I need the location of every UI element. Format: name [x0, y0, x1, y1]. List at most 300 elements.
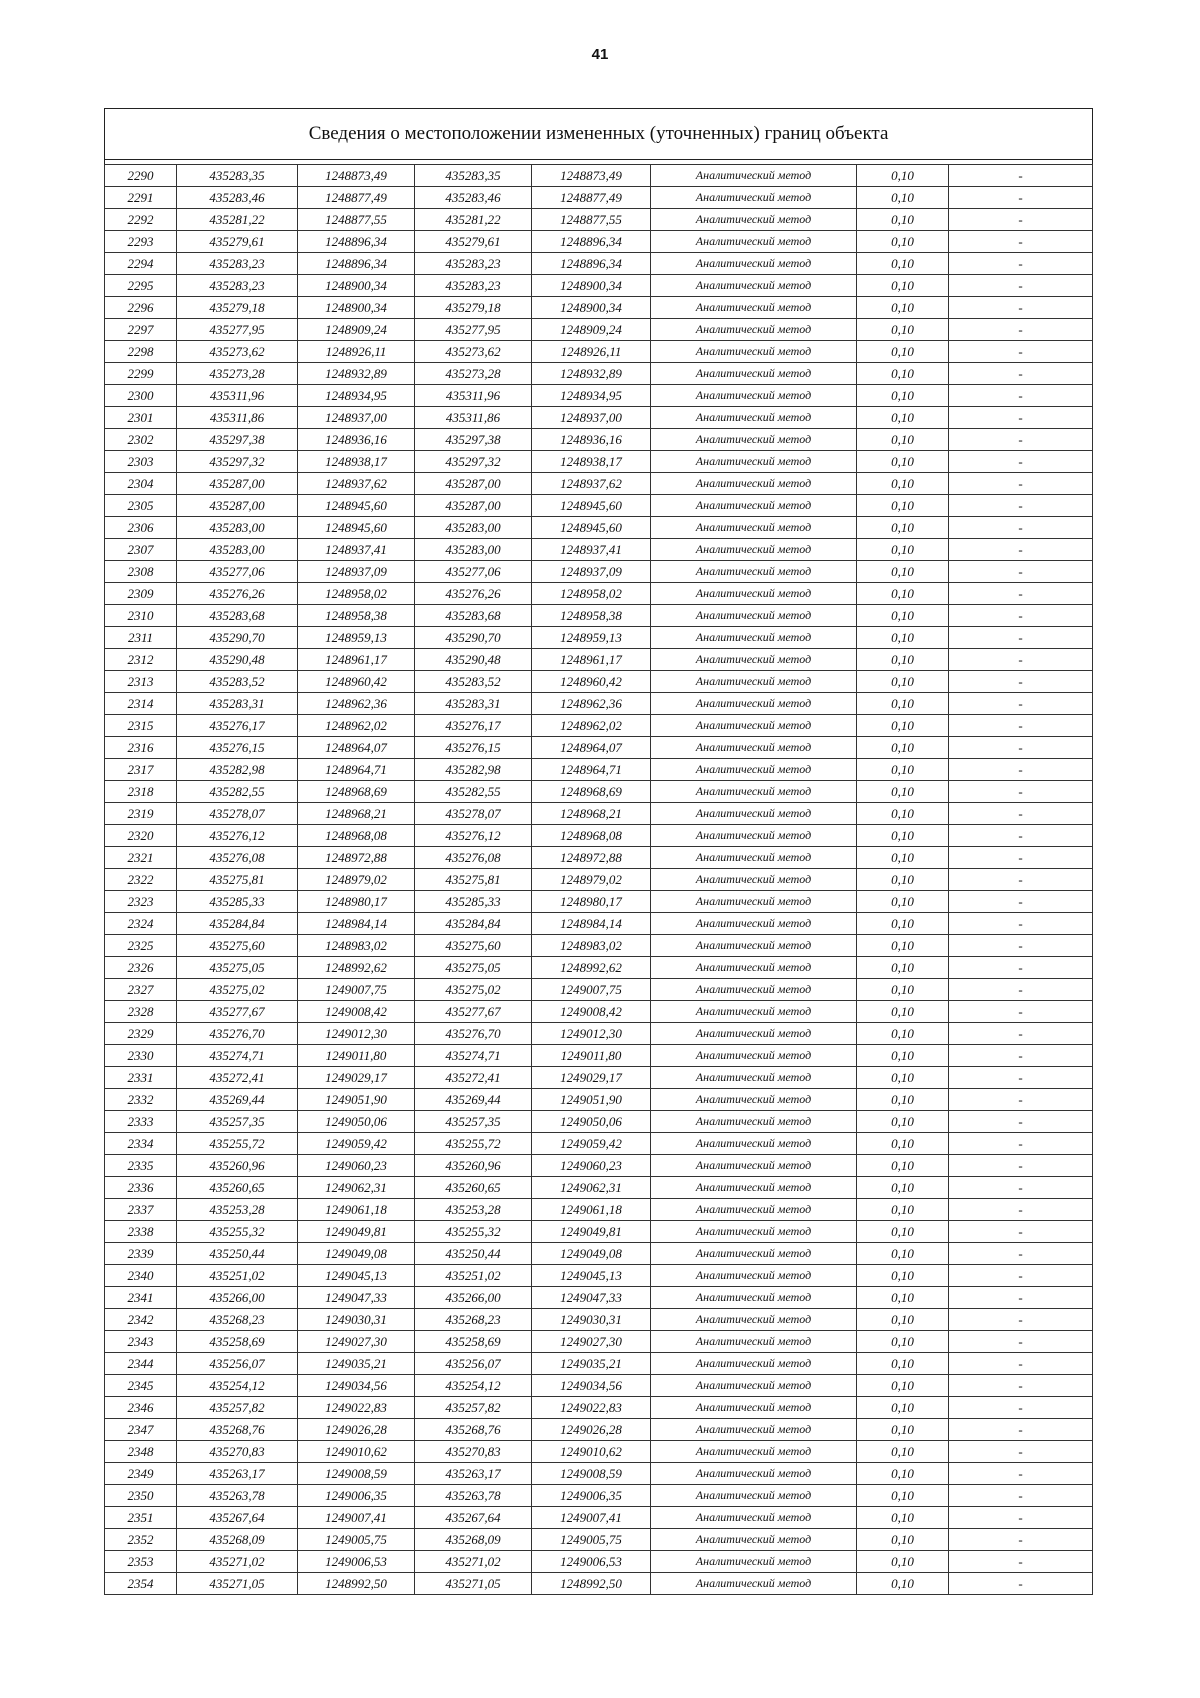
accuracy-cell: 0,10 [857, 913, 949, 935]
accuracy-cell: 0,10 [857, 781, 949, 803]
y-old-cell: 1249035,21 [298, 1353, 415, 1375]
x-old-cell: 435273,62 [177, 341, 298, 363]
x-old-cell: 435260,96 [177, 1155, 298, 1177]
y-new-cell: 1248945,60 [532, 495, 651, 517]
x-new-cell: 435260,65 [415, 1177, 532, 1199]
point-number-cell: 2311 [105, 627, 177, 649]
point-number-cell: 2298 [105, 341, 177, 363]
point-number-cell: 2315 [105, 715, 177, 737]
x-old-cell: 435311,86 [177, 407, 298, 429]
x-new-cell: 435283,23 [415, 275, 532, 297]
table-row [105, 781, 1093, 803]
y-new-cell: 1248926,11 [532, 341, 651, 363]
y-new-cell: 1249006,53 [532, 1551, 651, 1573]
method-cell: Аналитический метод [651, 363, 857, 385]
accuracy-cell: 0,10 [857, 1529, 949, 1551]
note-cell: - [949, 1243, 1093, 1265]
table-row [105, 429, 1093, 451]
y-old-cell: 1248979,02 [298, 869, 415, 891]
x-new-cell: 435276,15 [415, 737, 532, 759]
y-new-cell: 1249007,41 [532, 1507, 651, 1529]
accuracy-cell: 0,10 [857, 1485, 949, 1507]
y-old-cell: 1248992,50 [298, 1573, 415, 1595]
accuracy-cell: 0,10 [857, 187, 949, 209]
table-row [105, 1463, 1093, 1485]
accuracy-cell: 0,10 [857, 385, 949, 407]
x-old-cell: 435283,68 [177, 605, 298, 627]
y-new-cell: 1248934,95 [532, 385, 651, 407]
y-old-cell: 1248980,17 [298, 891, 415, 913]
x-new-cell: 435297,32 [415, 451, 532, 473]
table-row [105, 1023, 1093, 1045]
table-row [105, 803, 1093, 825]
y-new-cell: 1248962,02 [532, 715, 651, 737]
method-cell: Аналитический метод [651, 737, 857, 759]
x-old-cell: 435283,23 [177, 275, 298, 297]
note-cell: - [949, 385, 1093, 407]
x-new-cell: 435263,78 [415, 1485, 532, 1507]
point-number-cell: 2307 [105, 539, 177, 561]
accuracy-cell: 0,10 [857, 1331, 949, 1353]
x-new-cell: 435268,76 [415, 1419, 532, 1441]
note-cell: - [949, 1089, 1093, 1111]
point-number-cell: 2327 [105, 979, 177, 1001]
table-row [105, 1045, 1093, 1067]
x-new-cell: 435279,18 [415, 297, 532, 319]
table-row [105, 649, 1093, 671]
x-old-cell: 435290,48 [177, 649, 298, 671]
point-number-cell: 2299 [105, 363, 177, 385]
x-new-cell: 435285,33 [415, 891, 532, 913]
y-old-cell: 1248961,17 [298, 649, 415, 671]
y-old-cell: 1249005,75 [298, 1529, 415, 1551]
point-number-cell: 2335 [105, 1155, 177, 1177]
x-new-cell: 435283,00 [415, 539, 532, 561]
note-cell: - [949, 187, 1093, 209]
x-old-cell: 435260,65 [177, 1177, 298, 1199]
y-old-cell: 1248992,62 [298, 957, 415, 979]
y-new-cell: 1249051,90 [532, 1089, 651, 1111]
accuracy-cell: 0,10 [857, 627, 949, 649]
y-old-cell: 1248958,38 [298, 605, 415, 627]
x-new-cell: 435284,84 [415, 913, 532, 935]
note-cell: - [949, 1001, 1093, 1023]
y-new-cell: 1248992,62 [532, 957, 651, 979]
y-new-cell: 1248964,71 [532, 759, 651, 781]
table-body [105, 160, 1093, 1595]
x-old-cell: 435283,52 [177, 671, 298, 693]
accuracy-cell: 0,10 [857, 1441, 949, 1463]
x-old-cell: 435276,12 [177, 825, 298, 847]
table-row [105, 825, 1093, 847]
x-old-cell: 435283,23 [177, 253, 298, 275]
note-cell: - [949, 1397, 1093, 1419]
point-number-cell: 2346 [105, 1397, 177, 1419]
y-new-cell: 1249026,28 [532, 1419, 651, 1441]
point-number-cell: 2338 [105, 1221, 177, 1243]
x-new-cell: 435268,09 [415, 1529, 532, 1551]
y-new-cell: 1249006,35 [532, 1485, 651, 1507]
table-row [105, 187, 1093, 209]
method-cell: Аналитический метод [651, 1133, 857, 1155]
note-cell: - [949, 1265, 1093, 1287]
table-row [105, 1441, 1093, 1463]
y-old-cell: 1248873,49 [298, 165, 415, 187]
y-new-cell: 1248972,88 [532, 847, 651, 869]
point-number-cell: 2292 [105, 209, 177, 231]
note-cell: - [949, 1331, 1093, 1353]
method-cell: Аналитический метод [651, 913, 857, 935]
table-row [105, 759, 1093, 781]
note-cell: - [949, 1375, 1093, 1397]
accuracy-cell: 0,10 [857, 759, 949, 781]
x-new-cell: 435278,07 [415, 803, 532, 825]
point-number-cell: 2354 [105, 1573, 177, 1595]
x-new-cell: 435275,05 [415, 957, 532, 979]
y-old-cell: 1248896,34 [298, 253, 415, 275]
note-cell: - [949, 1441, 1093, 1463]
accuracy-cell: 0,10 [857, 429, 949, 451]
y-new-cell: 1249062,31 [532, 1177, 651, 1199]
table-row [105, 715, 1093, 737]
y-new-cell: 1248964,07 [532, 737, 651, 759]
accuracy-cell: 0,10 [857, 209, 949, 231]
x-old-cell: 435275,05 [177, 957, 298, 979]
x-new-cell: 435311,86 [415, 407, 532, 429]
x-new-cell: 435281,22 [415, 209, 532, 231]
x-old-cell: 435253,28 [177, 1199, 298, 1221]
x-new-cell: 435257,82 [415, 1397, 532, 1419]
method-cell: Аналитический метод [651, 627, 857, 649]
x-new-cell: 435283,68 [415, 605, 532, 627]
note-cell: - [949, 847, 1093, 869]
point-number-cell: 2305 [105, 495, 177, 517]
accuracy-cell: 0,10 [857, 319, 949, 341]
x-old-cell: 435282,98 [177, 759, 298, 781]
note-cell: - [949, 517, 1093, 539]
point-number-cell: 2329 [105, 1023, 177, 1045]
method-cell: Аналитический метод [651, 209, 857, 231]
note-cell: - [949, 539, 1093, 561]
x-new-cell: 435268,23 [415, 1309, 532, 1331]
y-old-cell: 1248937,41 [298, 539, 415, 561]
method-cell: Аналитический метод [651, 1089, 857, 1111]
method-cell: Аналитический метод [651, 1243, 857, 1265]
point-number-cell: 2321 [105, 847, 177, 869]
x-new-cell: 435287,00 [415, 495, 532, 517]
table-row [105, 319, 1093, 341]
point-number-cell: 2336 [105, 1177, 177, 1199]
x-old-cell: 435274,71 [177, 1045, 298, 1067]
x-old-cell: 435268,09 [177, 1529, 298, 1551]
accuracy-cell: 0,10 [857, 825, 949, 847]
accuracy-cell: 0,10 [857, 231, 949, 253]
x-old-cell: 435277,06 [177, 561, 298, 583]
y-new-cell: 1249061,18 [532, 1199, 651, 1221]
x-old-cell: 435273,28 [177, 363, 298, 385]
accuracy-cell: 0,10 [857, 473, 949, 495]
note-cell: - [949, 165, 1093, 187]
x-new-cell: 435282,55 [415, 781, 532, 803]
table-row [105, 1001, 1093, 1023]
y-new-cell: 1249010,62 [532, 1441, 651, 1463]
method-cell: Аналитический метод [651, 1067, 857, 1089]
method-cell: Аналитический метод [651, 759, 857, 781]
method-cell: Аналитический метод [651, 1507, 857, 1529]
table-row [105, 671, 1093, 693]
y-new-cell: 1248959,13 [532, 627, 651, 649]
x-old-cell: 435256,07 [177, 1353, 298, 1375]
accuracy-cell: 0,10 [857, 1375, 949, 1397]
table-row [105, 1419, 1093, 1441]
note-cell: - [949, 1111, 1093, 1133]
x-old-cell: 435250,44 [177, 1243, 298, 1265]
x-new-cell: 435273,28 [415, 363, 532, 385]
note-cell: - [949, 957, 1093, 979]
table-row [105, 1221, 1093, 1243]
table-row [105, 979, 1093, 1001]
method-cell: Аналитический метод [651, 187, 857, 209]
x-old-cell: 435271,05 [177, 1573, 298, 1595]
x-old-cell: 435263,78 [177, 1485, 298, 1507]
table-row [105, 693, 1093, 715]
x-new-cell: 435273,62 [415, 341, 532, 363]
point-number-cell: 2347 [105, 1419, 177, 1441]
table-row [105, 407, 1093, 429]
accuracy-cell: 0,10 [857, 979, 949, 1001]
point-number-cell: 2333 [105, 1111, 177, 1133]
x-old-cell: 435282,55 [177, 781, 298, 803]
method-cell: Аналитический метод [651, 583, 857, 605]
y-new-cell: 1249007,75 [532, 979, 651, 1001]
y-old-cell: 1249034,56 [298, 1375, 415, 1397]
method-cell: Аналитический метод [651, 649, 857, 671]
table-row [105, 561, 1093, 583]
note-cell: - [949, 1067, 1093, 1089]
note-cell: - [949, 1309, 1093, 1331]
accuracy-cell: 0,10 [857, 275, 949, 297]
table-row [105, 473, 1093, 495]
y-old-cell: 1249010,62 [298, 1441, 415, 1463]
y-old-cell: 1249059,42 [298, 1133, 415, 1155]
table-row [105, 539, 1093, 561]
accuracy-cell: 0,10 [857, 715, 949, 737]
table-row [105, 737, 1093, 759]
accuracy-cell: 0,10 [857, 649, 949, 671]
table-row [105, 209, 1093, 231]
x-old-cell: 435276,15 [177, 737, 298, 759]
y-new-cell: 1249049,81 [532, 1221, 651, 1243]
page-number: 41 [591, 46, 609, 63]
y-old-cell: 1248964,71 [298, 759, 415, 781]
point-number-cell: 2330 [105, 1045, 177, 1067]
y-old-cell: 1248900,34 [298, 297, 415, 319]
note-cell: - [949, 1551, 1093, 1573]
table-row [105, 517, 1093, 539]
y-old-cell: 1249050,06 [298, 1111, 415, 1133]
table-row [105, 385, 1093, 407]
note-cell: - [949, 803, 1093, 825]
x-new-cell: 435283,31 [415, 693, 532, 715]
table-row [105, 1507, 1093, 1529]
y-new-cell: 1248937,09 [532, 561, 651, 583]
table-row [105, 1573, 1093, 1595]
y-old-cell: 1248937,62 [298, 473, 415, 495]
point-number-cell: 2339 [105, 1243, 177, 1265]
note-cell: - [949, 1485, 1093, 1507]
x-new-cell: 435283,46 [415, 187, 532, 209]
x-new-cell: 435271,05 [415, 1573, 532, 1595]
x-new-cell: 435276,26 [415, 583, 532, 605]
method-cell: Аналитический метод [651, 1485, 857, 1507]
note-cell: - [949, 1287, 1093, 1309]
point-number-cell: 2296 [105, 297, 177, 319]
x-new-cell: 435283,52 [415, 671, 532, 693]
x-new-cell: 435258,69 [415, 1331, 532, 1353]
note-cell: - [949, 495, 1093, 517]
note-cell: - [949, 1221, 1093, 1243]
accuracy-cell: 0,10 [857, 561, 949, 583]
method-cell: Аналитический метод [651, 1287, 857, 1309]
note-cell: - [949, 627, 1093, 649]
accuracy-cell: 0,10 [857, 517, 949, 539]
y-old-cell: 1249049,81 [298, 1221, 415, 1243]
accuracy-cell: 0,10 [857, 1551, 949, 1573]
table-row [105, 165, 1093, 187]
table-row [105, 451, 1093, 473]
x-new-cell: 435274,71 [415, 1045, 532, 1067]
note-cell: - [949, 1353, 1093, 1375]
x-new-cell: 435250,44 [415, 1243, 532, 1265]
accuracy-cell: 0,10 [857, 1045, 949, 1067]
y-new-cell: 1248936,16 [532, 429, 651, 451]
x-old-cell: 435255,72 [177, 1133, 298, 1155]
y-old-cell: 1248937,09 [298, 561, 415, 583]
point-number-cell: 2348 [105, 1441, 177, 1463]
method-cell: Аналитический метод [651, 1177, 857, 1199]
y-new-cell: 1248938,17 [532, 451, 651, 473]
accuracy-cell: 0,10 [857, 605, 949, 627]
point-number-cell: 2331 [105, 1067, 177, 1089]
y-old-cell: 1248932,89 [298, 363, 415, 385]
method-cell: Аналитический метод [651, 561, 857, 583]
note-cell: - [949, 979, 1093, 1001]
table-row [105, 1529, 1093, 1551]
x-new-cell: 435276,12 [415, 825, 532, 847]
table-row [105, 1353, 1093, 1375]
method-cell: Аналитический метод [651, 407, 857, 429]
y-old-cell: 1249007,75 [298, 979, 415, 1001]
table-row [105, 935, 1093, 957]
x-new-cell: 435257,35 [415, 1111, 532, 1133]
table-row [105, 1397, 1093, 1419]
point-number-cell: 2320 [105, 825, 177, 847]
y-old-cell: 1248962,36 [298, 693, 415, 715]
y-new-cell: 1249060,23 [532, 1155, 651, 1177]
method-cell: Аналитический метод [651, 869, 857, 891]
point-number-cell: 2351 [105, 1507, 177, 1529]
y-new-cell: 1248960,42 [532, 671, 651, 693]
point-number-cell: 2337 [105, 1199, 177, 1221]
method-cell: Аналитический метод [651, 539, 857, 561]
x-new-cell: 435277,67 [415, 1001, 532, 1023]
y-old-cell: 1248945,60 [298, 517, 415, 539]
y-new-cell: 1249047,33 [532, 1287, 651, 1309]
x-old-cell: 435287,00 [177, 473, 298, 495]
y-old-cell: 1249047,33 [298, 1287, 415, 1309]
point-number-cell: 2290 [105, 165, 177, 187]
note-cell: - [949, 1463, 1093, 1485]
accuracy-cell: 0,10 [857, 1001, 949, 1023]
note-cell: - [949, 1573, 1093, 1595]
method-cell: Аналитический метод [651, 275, 857, 297]
accuracy-cell: 0,10 [857, 1309, 949, 1331]
y-old-cell: 1248972,88 [298, 847, 415, 869]
table-row [105, 957, 1093, 979]
method-cell: Аналитический метод [651, 957, 857, 979]
x-old-cell: 435283,31 [177, 693, 298, 715]
y-old-cell: 1248926,11 [298, 341, 415, 363]
x-new-cell: 435255,72 [415, 1133, 532, 1155]
y-old-cell: 1249022,83 [298, 1397, 415, 1419]
table-row [105, 891, 1093, 913]
method-cell: Аналитический метод [651, 1353, 857, 1375]
note-cell: - [949, 1155, 1093, 1177]
table-row [105, 1485, 1093, 1507]
accuracy-cell: 0,10 [857, 693, 949, 715]
y-new-cell: 1248877,49 [532, 187, 651, 209]
y-old-cell: 1248900,34 [298, 275, 415, 297]
note-cell: - [949, 319, 1093, 341]
y-old-cell: 1249008,59 [298, 1463, 415, 1485]
y-new-cell: 1248958,02 [532, 583, 651, 605]
accuracy-cell: 0,10 [857, 1067, 949, 1089]
y-old-cell: 1248958,02 [298, 583, 415, 605]
point-number-cell: 2349 [105, 1463, 177, 1485]
y-old-cell: 1248968,69 [298, 781, 415, 803]
method-cell: Аналитический метод [651, 1111, 857, 1133]
point-number-cell: 2318 [105, 781, 177, 803]
method-cell: Аналитический метод [651, 253, 857, 275]
y-new-cell: 1248968,21 [532, 803, 651, 825]
y-new-cell: 1248945,60 [532, 517, 651, 539]
y-old-cell: 1248984,14 [298, 913, 415, 935]
note-cell: - [949, 605, 1093, 627]
method-cell: Аналитический метод [651, 891, 857, 913]
y-old-cell: 1248959,13 [298, 627, 415, 649]
note-cell: - [949, 297, 1093, 319]
method-cell: Аналитический метод [651, 803, 857, 825]
accuracy-cell: 0,10 [857, 935, 949, 957]
accuracy-cell: 0,10 [857, 803, 949, 825]
method-cell: Аналитический метод [651, 451, 857, 473]
x-new-cell: 435276,08 [415, 847, 532, 869]
x-old-cell: 435276,26 [177, 583, 298, 605]
accuracy-cell: 0,10 [857, 253, 949, 275]
method-cell: Аналитический метод [651, 1309, 857, 1331]
x-old-cell: 435287,00 [177, 495, 298, 517]
y-old-cell: 1248968,08 [298, 825, 415, 847]
point-number-cell: 2350 [105, 1485, 177, 1507]
y-new-cell: 1248937,62 [532, 473, 651, 495]
table-row [105, 1287, 1093, 1309]
x-new-cell: 435260,96 [415, 1155, 532, 1177]
method-cell: Аналитический метод [651, 319, 857, 341]
y-old-cell: 1248877,55 [298, 209, 415, 231]
x-old-cell: 435275,60 [177, 935, 298, 957]
accuracy-cell: 0,10 [857, 1243, 949, 1265]
x-old-cell: 435272,41 [177, 1067, 298, 1089]
